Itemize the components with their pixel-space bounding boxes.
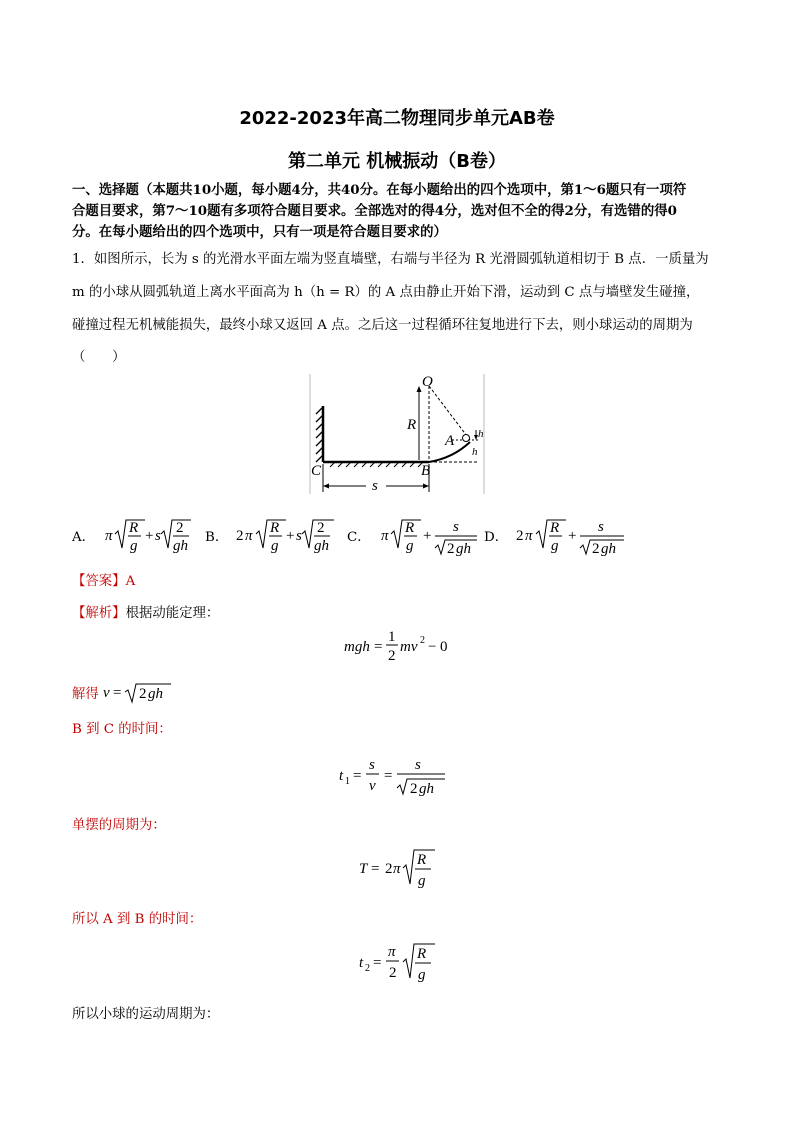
option-label: B． <box>205 529 229 545</box>
svg-text:=: = <box>112 685 122 701</box>
svg-text:g: g <box>418 873 426 889</box>
svg-text:=: = <box>384 768 393 784</box>
svg-text:π: π <box>393 861 401 877</box>
svg-text:2: 2 <box>446 541 455 557</box>
svg-text:gh: gh <box>455 541 471 557</box>
svg-text:T: T <box>359 861 368 877</box>
svg-text:t: t <box>359 955 364 971</box>
equation-t1 <box>0 752 794 798</box>
svg-text:=: = <box>353 768 362 784</box>
svg-text:2: 2 <box>420 635 425 646</box>
svg-text:0: 0 <box>440 639 448 655</box>
svg-text:+: + <box>422 528 432 544</box>
option-c-formula <box>379 512 479 558</box>
answer-line <box>72 570 135 589</box>
svg-text:+: + <box>286 528 295 544</box>
svg-text:2: 2 <box>317 520 325 536</box>
s-arrow-head-right <box>423 484 429 489</box>
svg-text:2: 2 <box>176 520 184 536</box>
svg-text:s: s <box>155 528 161 544</box>
svg-text:g: g <box>551 538 559 554</box>
analysis-bracket: 【解析】 <box>72 606 126 621</box>
svg-text:π: π <box>105 528 113 544</box>
svg-text:R: R <box>417 946 427 962</box>
svg-text:v: v <box>369 778 376 794</box>
svg-text:R: R <box>129 520 139 536</box>
svg-text:gh: gh <box>314 538 330 554</box>
svg-text:s: s <box>296 528 303 544</box>
equation-period <box>0 844 794 892</box>
label-s: s <box>372 478 378 494</box>
svg-text:t: t <box>339 768 344 784</box>
document-subtitle: 第二单元 机械振动（B卷） <box>288 151 506 172</box>
svg-text:2: 2 <box>592 541 600 557</box>
svg-text:2: 2 <box>410 781 418 797</box>
question-text-line: （ ） <box>72 350 126 365</box>
equation-energy <box>0 627 794 667</box>
solve-label: 解得 <box>72 686 99 702</box>
label-c: C <box>311 463 322 479</box>
label-a: A <box>445 433 455 449</box>
svg-text:=: = <box>374 639 383 655</box>
option-label: C． <box>347 529 371 545</box>
ball <box>463 435 470 442</box>
svg-text:2: 2 <box>389 965 397 981</box>
svg-text:R: R <box>550 520 560 536</box>
svg-text:gh: gh <box>419 781 434 797</box>
section-heading-line: 分。在每小题给出的四个选项中，只有一项是符合题目要求的） <box>72 224 447 240</box>
s-arrow-head-left <box>323 484 329 489</box>
label-r: R <box>407 417 417 433</box>
svg-text:−: − <box>428 639 437 655</box>
option-b[interactable] <box>205 512 336 558</box>
option-b-formula <box>236 512 336 558</box>
analysis-text: 根据动能定理： <box>125 606 220 621</box>
svg-text:π: π <box>525 528 533 544</box>
svg-text:2: 2 <box>516 528 524 544</box>
option-d[interactable] <box>484 512 626 558</box>
svg-text:s: s <box>369 757 375 773</box>
svg-text:1: 1 <box>388 629 396 645</box>
svg-text:g: g <box>418 967 426 983</box>
ball-period-label: 所以小球的运动周期为： <box>72 1007 220 1022</box>
svg-text:+: + <box>145 528 154 544</box>
label-b: B <box>421 463 431 479</box>
svg-text:2: 2 <box>236 528 244 544</box>
svg-text:s: s <box>415 757 421 773</box>
option-label: A． <box>72 529 96 545</box>
svg-text:=: = <box>371 861 380 877</box>
question-text-line: 1．如图所示，长为 s 的光滑水平面左端为竖直墙壁，右端与半径为 R 光滑圆弧轨道相切于 B 点．一质量为 <box>72 252 709 267</box>
svg-text:R: R <box>404 520 414 536</box>
svg-text:s: s <box>452 519 459 535</box>
svg-text:π: π <box>245 528 253 544</box>
solve-line <box>72 680 179 704</box>
question-text-line: 碰撞过程无机械能损失，最终小球又返回 A 点。之后这一过程循环往复地进行下去，则小球运动的周期为 <box>72 318 693 333</box>
section-heading-line: 合题目要求，第7～10题有多项符合题目要求。全部选对的得4分，选对但不全的得2分，有选错的得0 <box>72 203 677 219</box>
option-label: D． <box>484 529 509 545</box>
svg-text:g: g <box>130 538 138 554</box>
label-o: O <box>422 374 433 390</box>
svg-text:=: = <box>373 955 382 971</box>
svg-text:R: R <box>417 852 427 868</box>
physics-figure <box>308 374 486 494</box>
svg-text:gh: gh <box>601 541 617 557</box>
answer-bracket: 【答案】 <box>72 574 126 589</box>
svg-text:1: 1 <box>345 776 350 787</box>
answer-value: A <box>125 574 136 589</box>
svg-text:v: v <box>102 685 110 701</box>
svg-text:mgh: mgh <box>344 639 370 655</box>
svg-text:s: s <box>598 519 604 535</box>
equation-t2 <box>0 938 794 986</box>
svg-text:π: π <box>380 528 389 544</box>
question-text-line: m 的小球从圆弧轨道上离水平面高为 h（h = R）的 A 点由静止开始下滑，运动到 C 点与墙壁发生碰撞， <box>72 285 700 300</box>
document-title: 2022-2023年高二物理同步单元AB卷 <box>239 108 555 129</box>
section-heading <box>72 180 726 243</box>
svg-text:gh: gh <box>173 538 189 554</box>
analysis-line <box>72 602 219 621</box>
label-h-arrow: h <box>478 428 484 440</box>
svg-text:2: 2 <box>388 648 396 664</box>
svg-text:π: π <box>388 944 396 960</box>
velocity-formula <box>99 680 179 704</box>
svg-text:g: g <box>271 538 279 554</box>
svg-text:2: 2 <box>385 861 393 877</box>
svg-text:+: + <box>568 528 577 544</box>
svg-text:2: 2 <box>365 963 370 974</box>
b-to-c-label: B 到 C 的时间： <box>72 722 172 737</box>
pendulum-period-label: 单摆的周期为： <box>72 818 166 833</box>
option-a[interactable] <box>72 512 191 558</box>
label-h: h <box>472 446 478 458</box>
svg-text:gh: gh <box>147 686 163 702</box>
r-arrow-head <box>417 386 422 392</box>
option-a-formula <box>103 512 191 558</box>
section-heading-line: 一、选择题（本题共10小题，每小题4分，共40分。在每小题给出的四个选项中，第1～6题只有一项符 <box>72 182 687 198</box>
option-c[interactable] <box>347 512 479 558</box>
svg-text:g: g <box>405 538 414 554</box>
a-to-b-label: 所以 A 到 B 的时间： <box>72 912 203 927</box>
radius-line-a <box>429 386 470 440</box>
svg-text:mv: mv <box>400 639 418 655</box>
svg-text:R: R <box>270 520 280 536</box>
option-d-formula <box>516 512 626 558</box>
svg-text:2: 2 <box>138 686 147 702</box>
